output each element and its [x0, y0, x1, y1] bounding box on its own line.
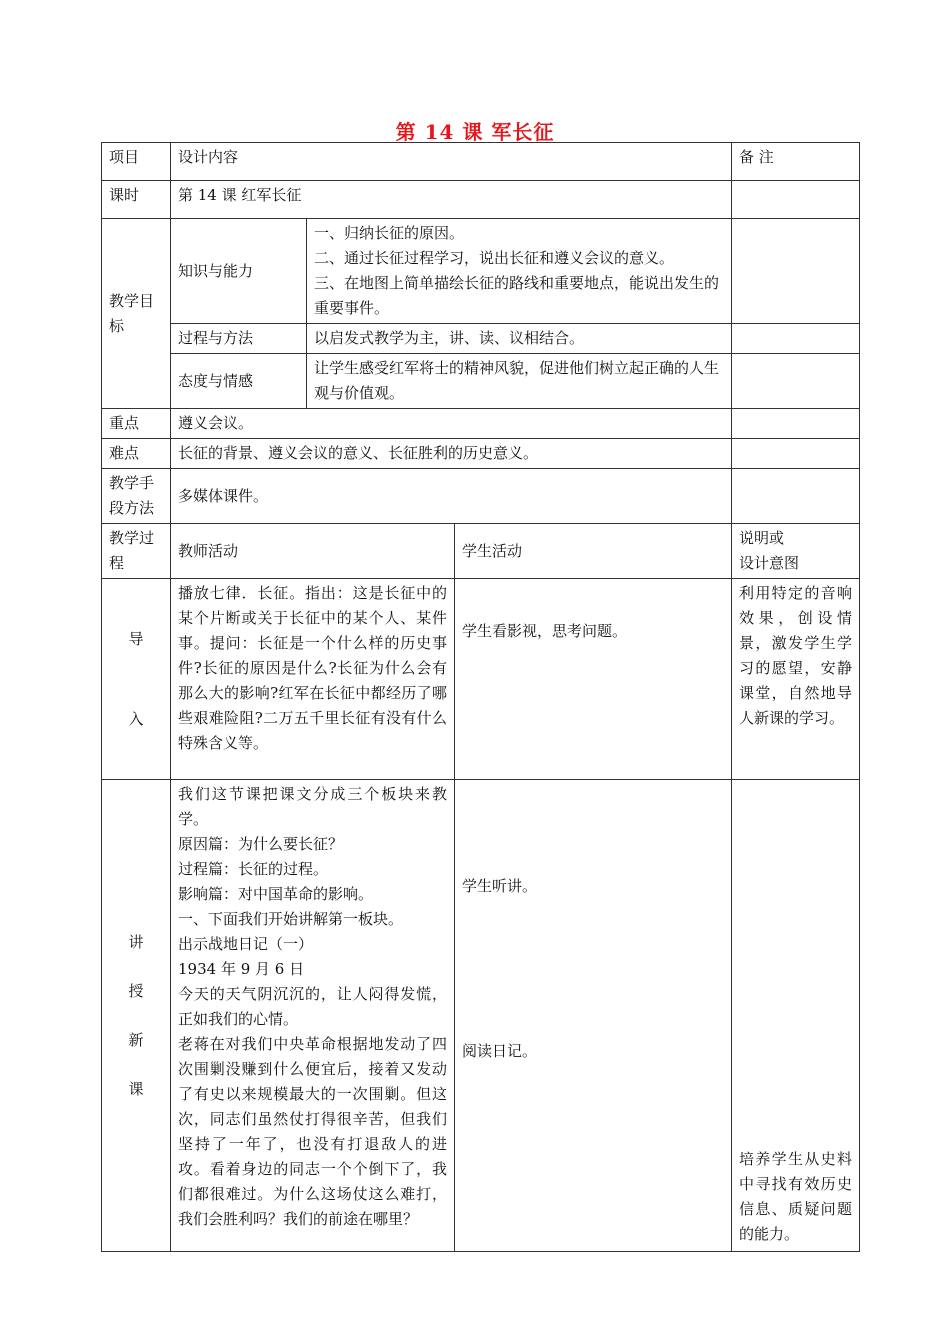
process-text: 以启发式教学为主，讲、读、议相结合。 [307, 324, 732, 354]
teaching-student-listen: 学生听讲。 [462, 877, 538, 895]
knowledge-remark [732, 219, 860, 324]
teaching-teacher: 我们这节课把课文分成三个板块来教学。 原因篇：为什么要长征？ 过程篇：长征的过程。 影响篇：对中国革命的影响。 一、下面我们开始讲解第一板块。 出示战地日记（一） 1934 年 9 月 6 日 今天的天气阴沉沉的，让人闷得发慌，正如我们的心情。 老蒋在对我们中央革命根据地发动了四次围剿没赚到什么便宜后，接着又发动了有史以来规模最大的一次围剿。但这次，同志们虽然仗打得很辛苦，但我们坚持了一年了，也没有打退敌人的进攻。看着身边的同志一个个倒下了，我们都很难过。为什么这场仗这么难打，我们会胜利吗？我们的前途在哪里？ [171, 780, 455, 1252]
key-point-label: 重点 [102, 409, 171, 439]
difficulty-row [102, 439, 860, 469]
lesson-row [102, 181, 860, 219]
page-title: 第 14 课 军长征 [395, 120, 555, 144]
lesson-remark [732, 181, 860, 219]
header-row [102, 143, 860, 181]
difficulty-label: 难点 [102, 439, 171, 469]
objectives-label: 教学目标 [102, 219, 171, 409]
process-label: 过程与方法 [171, 324, 307, 354]
teacher-activity-header: 教师活动 [171, 524, 455, 579]
means-remark [732, 469, 860, 524]
student-activity-header: 学生活动 [455, 524, 732, 579]
intro-row [102, 579, 860, 780]
means-text: 多媒体课件。 [171, 469, 732, 524]
teaching-row [102, 780, 860, 1252]
process-header-row [102, 524, 860, 579]
lesson-value: 第 14 课 红军长征 [171, 181, 732, 219]
means-label: 教学手段方法 [102, 469, 171, 524]
note-header: 说明或 设计意图 [732, 524, 860, 579]
header-item: 项目 [102, 143, 171, 181]
teaching-label: 讲 授 新 课 [102, 780, 171, 1252]
process-header-label: 教学过程 [102, 524, 171, 579]
intro-teacher: 播放七律．长征。指出：这是长征中的某个片断或关于长征中的某个人、某件事。提问：长征是一个什么样的历史事件?长征的原因是什么?长征为什么会有那么大的影响?红军在长征中都经历了哪些艰难险阻?二万五千里长征有没有什么特殊含义等。 [171, 579, 455, 780]
teaching-note: 培养学生从史料中寻找有效历史信息、质疑问题的能力。 [732, 780, 860, 1252]
teaching-student [455, 780, 732, 1252]
process-remark [732, 324, 860, 354]
difficulty-remark [732, 439, 860, 469]
knowledge-label: 知识与能力 [171, 219, 307, 324]
header-content: 设计内容 [171, 143, 732, 181]
difficulty-text: 长征的背景、遵义会议的意义、长征胜利的历史意义。 [171, 439, 732, 469]
objective-knowledge-row [102, 219, 860, 324]
means-row [102, 469, 860, 524]
objective-attitude-row [102, 354, 860, 409]
attitude-text: 让学生感受红军将士的精神风貌，促进他们树立起正确的人生观与价值观。 [307, 354, 732, 409]
intro-note: 利用特定的音响效果，创设情景，激发学生学习的愿望，安静课堂，自然地导人新课的学习。 [732, 579, 860, 780]
intro-student: 学生看影视，思考问题。 [455, 579, 732, 780]
attitude-remark [732, 354, 860, 409]
knowledge-text: 一、归纳长征的原因。 二、通过长征过程学习，说出长征和遵义会议的意义。 三、在地图上简单描绘长征的路线和重要地点，能说出发生的重要事件。 [307, 219, 732, 324]
lesson-plan-table [101, 142, 860, 1252]
intro-label: 导 入 [102, 579, 171, 780]
key-point-remark [732, 409, 860, 439]
teaching-student-read: 阅读日记。 [462, 1042, 538, 1060]
objective-process-row [102, 324, 860, 354]
lesson-label: 课时 [102, 181, 171, 219]
attitude-label: 态度与情感 [171, 354, 307, 409]
key-point-row [102, 409, 860, 439]
key-point-text: 遵义会议。 [171, 409, 732, 439]
header-remark: 备 注 [732, 143, 860, 181]
